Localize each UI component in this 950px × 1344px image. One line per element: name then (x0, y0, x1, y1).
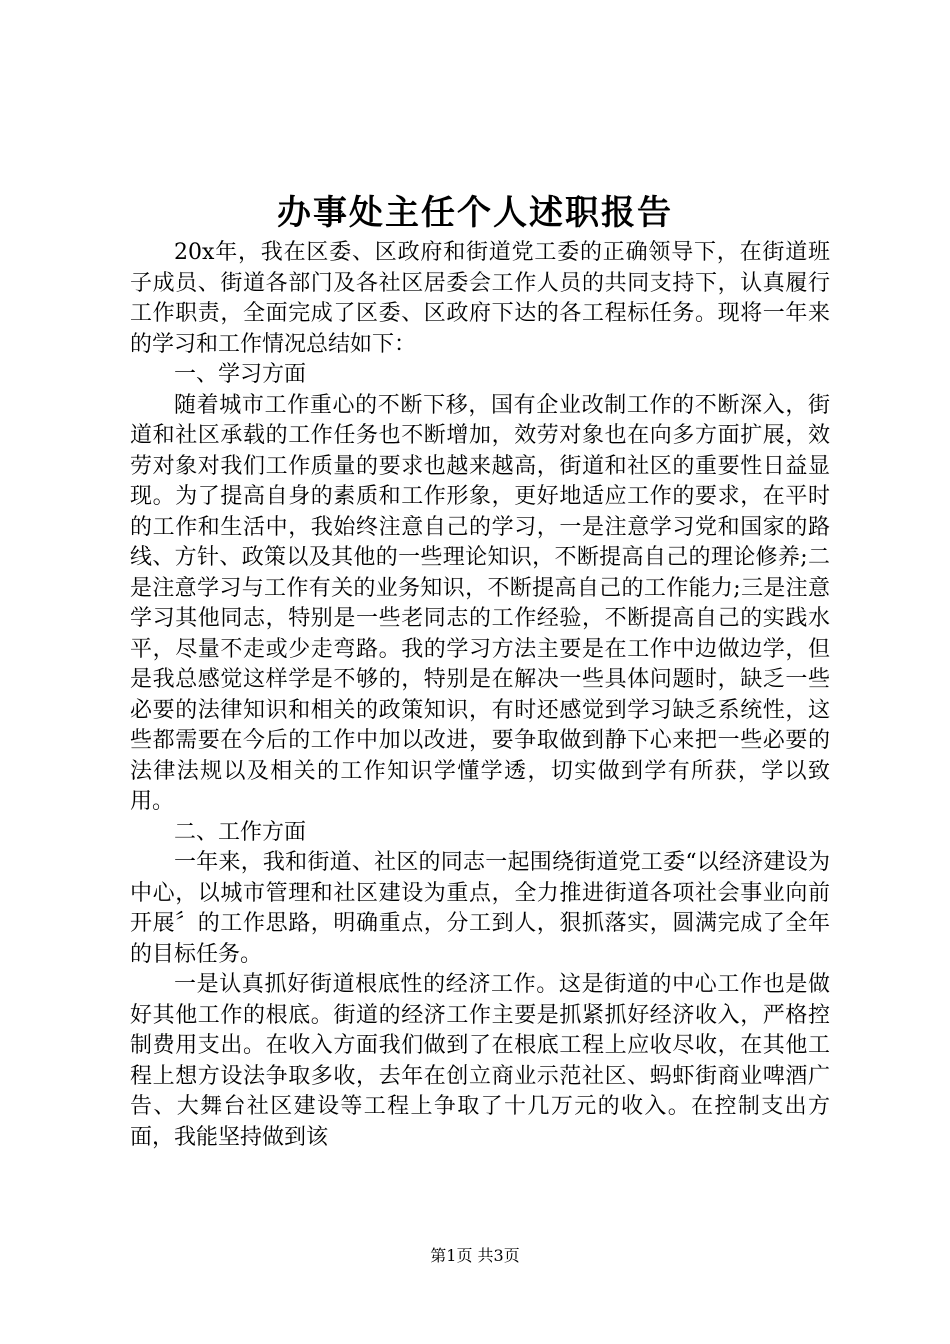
paragraph-intro: 20x年，我在区委、区政府和街道党工委的正确领导下，在街道班子成员、街道各部门及各社区居委会工作人员的共同支持下，认真履行工作职责，全面完成了区委、区政府下达的各工程标任务。现将一年来的学习和工作情况总结如下： (130, 240, 830, 357)
page-footer: 第1页 共3页 (430, 1246, 520, 1265)
paragraph-work-overview: 一年来，我和街道、社区的同志一起围绕街道党工委“以经济建设为中心，以城市管理和社区建设为重点，全力推进街道各项社会事业向前开展〞的工作思路，明确重点，分工到人，狠抓落实，圆满完成了全年的目标任务。 (130, 850, 830, 967)
document-title: 办事处主任个人述职报告 (277, 193, 673, 233)
paragraph-economy: 一是认真抓好街道根底性的经济工作。这是街道的中心工作也是做好其他工作的根底。街道的经济工作主要是抓紧抓好经济收入，严格控制费用支出。在收入方面我们做到了在根底工程上应收尽收，在其他工程上想方设法争取多收，去年在创立商业示范社区、蚂虾街商业啤酒广告、大舞台社区建设等工程上争取了十几万元的收入。在控制支出方面，我能坚持做到该 (130, 972, 830, 1150)
section-heading-work: 二、工作方面 (174, 819, 307, 845)
section-heading-study: 一、学习方面 (174, 362, 307, 387)
document-body (130, 238, 830, 1153)
paragraph-study: 随着城市工作重心的不断下移，国有企业改制工作的不断深入，街道和社区承载的工作任务也不断增加，效劳对象也在向多方面扩展，效劳对象对我们工作质量的要求也越来越高，街道和社区的重要性日益显现。为了提高自身的素质和工作形象，更好地适应工作的要求，在平时的工作和生活中，我始终注意自己的学习，一是注意学习党和国家的路线、方针、政策以及其他的一些理论知识，不断提高自己的理论修养;二是注意学习与工作有关的业务知识，不断提高自己的工作能力;三是注意学习其他同志，特别是一些老同志的工作经验，不断提高自己的实践水平，尽量不走或少走弯路。我的学习方法主要是在工作中边做边学，但是我总感觉这样学是不够的，特别是在解决一些具体问题时，缺乏一些必要的法律知识和相关的政策知识，有时还感觉到学习缺乏系统性，这些都需要在今后的工作中加以改进，要争取做到静下心来把一些必要的法律法规以及相关的工作知识学懂学透，切实做到学有所获，学以致用。 (130, 392, 830, 814)
